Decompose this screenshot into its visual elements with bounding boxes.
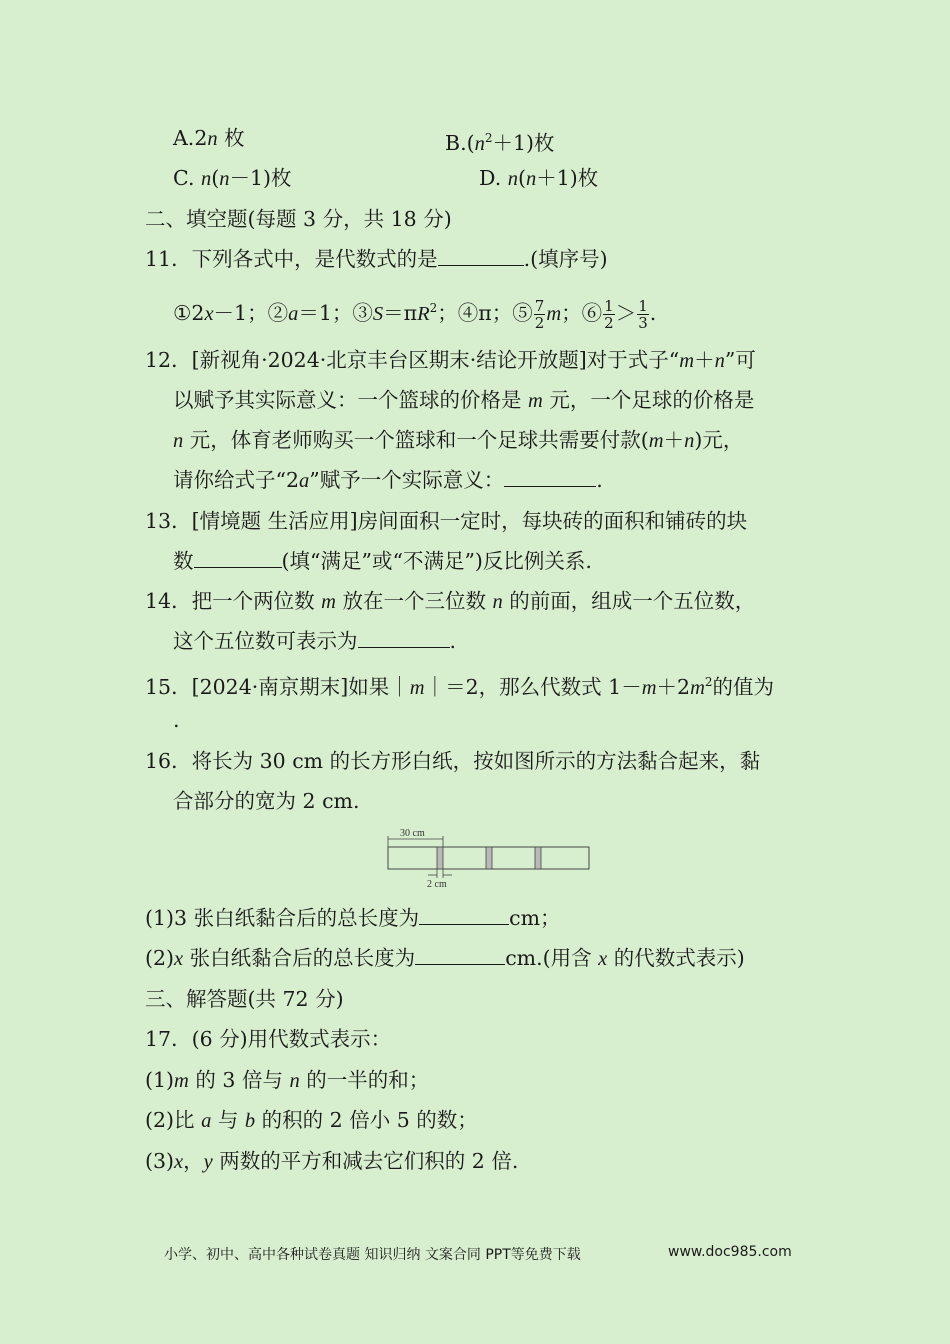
q11-opt6-num1: 1 — [604, 297, 614, 315]
q11-opt2-tail: ＝1；③ — [298, 301, 373, 325]
q11-stem-tail: .(填序号) — [523, 247, 608, 271]
q11-opt5-num: 7 — [534, 297, 545, 315]
q12-l3-plus: ＋ — [663, 428, 685, 452]
footer-text: 小学、初中、高中各种试卷真题 知识归纳 文案合同 PPT等免费下载 — [164, 1247, 581, 1263]
q16-line1: 16．将长为 30 cm 的长方形白纸，按如图所示的方法黏合起来，黏 — [145, 749, 761, 773]
q16-p1-tail: cm； — [509, 906, 561, 930]
q16-p2-var: x — [174, 948, 184, 970]
q14-answer-blank[interactable] — [358, 629, 450, 648]
q11-stem — [145, 245, 608, 273]
q12-l1-var-n: n — [714, 350, 725, 372]
q15-l1-var2: m — [641, 677, 657, 699]
q16-p2-var2: x — [598, 948, 608, 970]
q17-p3-var2: y — [203, 1151, 213, 1173]
q14-l1-mid: 放在一个三位数 — [335, 589, 493, 613]
option-b-exp: 2 — [484, 131, 493, 145]
q17-p3-mid: ， — [183, 1149, 204, 1173]
q12-l3-tail: )元， — [694, 428, 744, 452]
fig-label-top: 30 cm — [400, 828, 425, 839]
q11-opt3-tail: ；④π；⑤ — [437, 301, 533, 325]
q17-p2-var: a — [201, 1110, 212, 1132]
option-d-prefix: D. — [479, 166, 508, 190]
overlap-3 — [535, 847, 541, 869]
option-a-var: n — [207, 128, 218, 150]
q15-l1-var3: m — [690, 677, 705, 699]
q12-l1-text: 12．[新视角·2024·北京丰台区期末·结论开放题]对于式子“ — [145, 348, 680, 372]
q16-p1-answer-blank[interactable] — [419, 906, 509, 925]
q16-p2-num: (2) — [145, 946, 175, 970]
q11-opt6-den2: 3 — [638, 314, 648, 332]
q12-l3-var: n — [173, 430, 184, 452]
q12-line3 — [173, 426, 743, 455]
q12-line4 — [173, 466, 603, 495]
q17-p3-var: x — [174, 1151, 184, 1173]
q12-l2-text: 以赋予其实际意义：一个篮球的价格是 — [173, 388, 529, 412]
fig-label-bottom: 2 cm — [427, 879, 447, 890]
q15-l1-tail: 的值为 — [712, 675, 775, 699]
q16-part2 — [145, 944, 745, 973]
q14-line1 — [145, 587, 755, 616]
q11-answer-blank[interactable] — [438, 247, 524, 266]
q12-l3-text: 元，体育老师购买一个篮球和一个足球共需要付款( — [183, 428, 649, 452]
q11-opt3-var: S — [372, 303, 384, 325]
q11-opt2-var: a — [288, 303, 299, 325]
q16-line2: 合部分的宽为 2 cm. — [173, 789, 360, 813]
overlap-1 — [437, 847, 443, 869]
q17-p2-mid: 与 — [211, 1108, 245, 1132]
q17-p1-num: (1) — [145, 1068, 175, 1092]
q13-line2 — [173, 547, 592, 575]
q17-p3-tail: 两数的平方和减去它们积的 2 倍. — [212, 1149, 519, 1173]
q17-p1-var: m — [174, 1070, 189, 1092]
option-d-mid: ( — [518, 166, 526, 190]
option-c-var2: n — [219, 168, 230, 190]
q11-opt6-fraction2 — [637, 298, 649, 331]
q15-l1-mid2: ＋2 — [656, 675, 691, 699]
q17-part2 — [145, 1106, 478, 1135]
option-d-var1: n — [507, 168, 518, 190]
q12-l2-var: m — [528, 390, 543, 412]
q11-opt5-fraction — [534, 298, 546, 331]
q11-opt6-gt: ＞ — [615, 301, 637, 325]
option-b-suffix: ＋1)枚 — [492, 131, 555, 155]
q17-p1-tail: 的一半的和； — [299, 1068, 430, 1092]
q16-part1 — [145, 904, 561, 932]
option-b-prefix: B.( — [445, 131, 475, 155]
q14-l2-tail: . — [449, 629, 457, 653]
q17-p1-mid: 的 3 倍与 — [188, 1068, 290, 1092]
q14-l1-var-m: m — [321, 591, 336, 613]
q12-l3-var-m: m — [648, 430, 664, 452]
q11-opt6-fraction1 — [603, 298, 615, 331]
q11-opt6-num2: 1 — [638, 297, 648, 315]
q14-l1-tail: 的前面，组成一个五位数， — [502, 589, 756, 613]
q12-l4-var: a — [299, 470, 310, 492]
q11-opt6-tail: . — [649, 301, 657, 325]
q16-p1-text: (1)3 张白纸黏合后的总长度为 — [145, 906, 420, 930]
q11-opt5-var: m — [546, 303, 562, 325]
q14-l2-text: 这个五位数可表示为 — [173, 629, 358, 653]
q13-l2-tail: (填“满足”或“不满足”)反比例关系. — [281, 549, 592, 573]
q16-p2-tail: 的代数式表示) — [607, 946, 745, 970]
q12-l1-tail: ”可 — [724, 348, 756, 372]
q17-p2-num: (2)比 — [145, 1108, 202, 1132]
q14-l1-text: 14．把一个两位数 — [145, 589, 322, 613]
q13-line1: 13．[情境题 生活应用]房间面积一定时，每块砖的面积和铺砖的块 — [145, 509, 748, 533]
option-c-mid: ( — [211, 166, 220, 190]
q15-line1 — [145, 668, 774, 702]
q15-line2: . — [173, 708, 180, 732]
option-c — [173, 164, 292, 193]
q12-l4-tail: . — [596, 468, 603, 492]
q13-l2-text: 数 — [173, 549, 194, 573]
q17-p2-tail: 的积的 2 倍小 5 的数； — [255, 1108, 478, 1132]
q11-opt1-tail: －1；② — [213, 301, 289, 325]
option-c-suffix: －1)枚 — [229, 166, 292, 190]
q12-l4-mid: ”赋予一个实际意义： — [309, 468, 505, 492]
option-a-unit: 枚 — [217, 126, 245, 150]
option-b — [445, 124, 555, 158]
q11-opt5-den: 2 — [534, 314, 545, 332]
q11-opt5-tail: ；⑥ — [561, 301, 603, 325]
q11-opt1-mark: ① — [173, 301, 192, 325]
q11-options — [173, 294, 656, 331]
q17-part1 — [145, 1066, 429, 1095]
q11-opt3-var2: R — [417, 303, 430, 325]
q11-opt3-mid: ＝π — [383, 301, 418, 325]
q12-l2-tail: 元，一个足球的价格是 — [542, 388, 755, 412]
option-a-label: A.2 — [173, 126, 208, 150]
q17-part3 — [145, 1147, 518, 1176]
q11-opt6-den1: 2 — [604, 314, 614, 332]
section3-title: 三、解答题(共 72 分) — [145, 987, 344, 1011]
q15-l1-mid: ｜＝2，那么代数式 1－ — [424, 675, 642, 699]
q12-l3-var-n: n — [684, 430, 695, 452]
q14-l1-var-n: n — [492, 591, 503, 613]
q17-p2-var2: b — [244, 1110, 256, 1132]
q16-p2-answer-blank[interactable] — [415, 946, 505, 965]
option-d-suffix: ＋1)枚 — [536, 166, 599, 190]
q15-l1-var: m — [409, 677, 425, 699]
section2-title: 二、填空题(每题 3 分，共 18 分) — [145, 207, 452, 231]
option-c-var1: n — [201, 168, 212, 190]
overlap-2 — [486, 847, 492, 869]
q12-line1 — [145, 346, 756, 375]
q11-opt3-exp: 2 — [429, 301, 438, 315]
q12-l4-text: 请你给式子“2 — [173, 468, 300, 492]
footer-link[interactable]: www.doc985.com — [668, 1244, 792, 1260]
q12-answer-blank[interactable] — [504, 468, 596, 487]
option-a — [173, 124, 245, 153]
q17-p3-num: (3) — [145, 1149, 175, 1173]
option-b-var: n — [474, 133, 485, 155]
q13-answer-blank[interactable] — [194, 549, 282, 568]
option-c-prefix: C. — [173, 166, 201, 190]
q17-stem: 17．(6 分)用代数式表示： — [145, 1027, 392, 1051]
q15-l1-text: 15．[2024·南京期末]如果｜ — [145, 675, 410, 699]
q14-line2 — [173, 627, 456, 655]
q12-line2 — [173, 386, 754, 415]
q15-l1-exp: 2 — [704, 675, 713, 689]
option-d — [479, 164, 598, 193]
q12-l1-var-m: m — [679, 350, 695, 372]
q16-p2-text: 张白纸黏合后的总长度为 — [183, 946, 416, 970]
q11-opt1-var: x — [204, 303, 214, 325]
q16-p2-mid: cm.(用含 — [505, 946, 599, 970]
option-d-var2: n — [526, 168, 537, 190]
q12-l1-plus: ＋ — [694, 348, 715, 372]
q17-p1-var2: n — [289, 1070, 300, 1092]
q11-opt1-expr: 2 — [191, 301, 205, 325]
q11-stem-text: 11．下列各式中，是代数式的是 — [145, 247, 438, 271]
paper-strip-figure — [380, 822, 600, 892]
